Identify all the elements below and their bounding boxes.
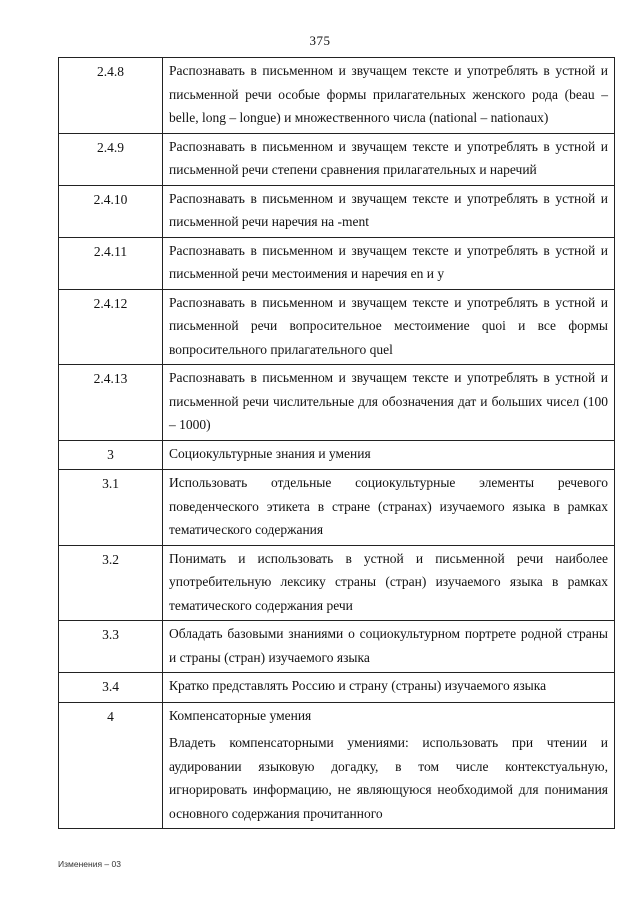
- row-code: 3.4: [59, 673, 163, 703]
- row-code: 3.2: [59, 545, 163, 621]
- row-code: 3.3: [59, 621, 163, 673]
- table-row: [59, 237, 615, 289]
- row-text: Распознавать в письменном и звучащем тексте и употреблять в устной и письменной речи наречия на -ment: [163, 185, 615, 237]
- table-row: [59, 185, 615, 237]
- row-code: 2.4.8: [59, 58, 163, 134]
- row-code: 3: [59, 440, 163, 470]
- row-code: 2.4.11: [59, 237, 163, 289]
- row-code: 2.4.12: [59, 289, 163, 365]
- table-row: [59, 470, 615, 546]
- table-row: [59, 702, 615, 730]
- table-row: [59, 58, 615, 134]
- row-text: Распознавать в письменном и звучащем тексте и употреблять в устной и письменной речи числительные для обозначения дат и больших чисел (100 – 1000): [163, 365, 615, 441]
- table-row: [59, 621, 615, 673]
- table-row: [59, 545, 615, 621]
- row-text: Распознавать в письменном и звучащем тексте и употреблять в устной и письменной речи особые формы прилагательных женского рода (beau – belle, long – longue) и множественного числа (national – nationaux): [163, 58, 615, 134]
- row-code: 4: [59, 702, 163, 829]
- row-text: Кратко представлять Россию и страну (страны) изучаемого языка: [163, 673, 615, 703]
- table-row: [59, 673, 615, 703]
- requirements-table: [58, 57, 615, 829]
- row-text: Распознавать в письменном и звучащем тексте и употреблять в устной и письменной речи вопросительное местоимение quoi и все формы вопросительного прилагательного quel: [163, 289, 615, 365]
- row-text: Обладать базовыми знаниями о социокультурном портрете родной страны и страны (стран) изучаемого языка: [163, 621, 615, 673]
- row-text: Распознавать в письменном и звучащем тексте и употреблять в устной и письменной речи степени сравнения прилагательных и наречий: [163, 133, 615, 185]
- table-row: [59, 133, 615, 185]
- row-code: 2.4.9: [59, 133, 163, 185]
- row-text-continued: Владеть компенсаторными умениями: использовать при чтении и аудировании языковую догадку, в том числе контекстуальную, игнорировать информацию, не являющуюся необходимой для понимания основного содержания прочитанного: [163, 730, 615, 829]
- page-number: 375: [309, 33, 331, 48]
- row-code: 3.1: [59, 470, 163, 546]
- row-code: 2.4.13: [59, 365, 163, 441]
- row-text: Использовать отдельные социокультурные элементы речевого поведенческого этикета в стране (странах) изучаемого языка в рамках тематического содержания: [163, 470, 615, 546]
- row-code: 2.4.10: [59, 185, 163, 237]
- row-text: Распознавать в письменном и звучащем тексте и употреблять в устной и письменной речи местоимения и наречия en и y: [163, 237, 615, 289]
- row-text: Компенсаторные умения: [163, 702, 615, 730]
- table-row: [59, 289, 615, 365]
- row-text: Понимать и использовать в устной и письменной речи наиболее употребительную лексику страны (стран) изучаемого языка в рамках тематического содержания речи: [163, 545, 615, 621]
- footer-note: Изменения – 03: [58, 859, 121, 869]
- row-text: Социокультурные знания и умения: [163, 440, 615, 470]
- table-row: [59, 365, 615, 441]
- table-row: [59, 440, 615, 470]
